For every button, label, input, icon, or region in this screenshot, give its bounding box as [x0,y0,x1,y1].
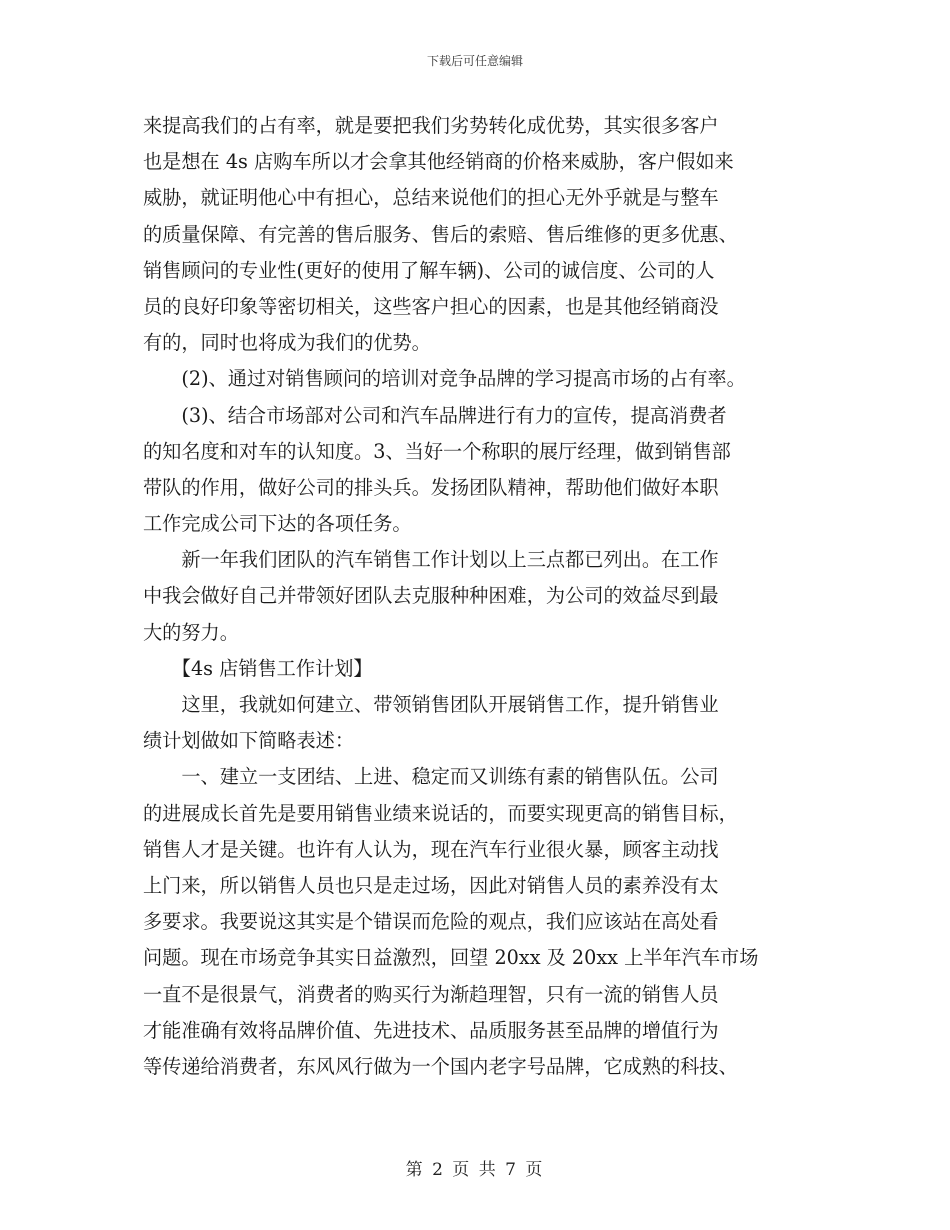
text-line: 也是想在 4s 店购车所以才会拿其他经销商的价格来威胁，客户假如来 [143,150,734,174]
page-footer: 第 2 页 共 7 页 [405,1160,545,1180]
section-heading: 【4s 店销售工作计划】 [143,656,373,680]
text-line: 工作完成公司下达的各项任务。 [143,512,412,536]
text-line: 才能准确有效将品牌价值、先进技术、品质服务甚至品牌的增值行为 [143,1018,719,1042]
body-text [143,108,823,1085]
text-line: 多要求。我要说这其实是个错误而危险的观点，我们应该站在高处看 [143,910,719,934]
text-line: 有的，同时也将成为我们的优势。 [143,331,431,355]
text-line: 等传递给消费者，东风风行做为一个国内老字号品牌，它成熟的科技、 [143,1054,738,1078]
text-line: 一、建立一支团结、上进、稳定而又训练有素的销售队伍。公司 [143,765,719,789]
text-line: 中我会做好自己并带领好团队去克服种种困难，为公司的效益尽到最 [143,584,719,608]
text-line: (3)、结合市场部对公司和汽车品牌进行有力的宣传，提高消费者 [143,403,727,427]
text-line: 销售顾问的专业性(更好的使用了解车辆)、公司的诚信度、公司的人 [143,258,715,282]
text-line: 大的努力。 [143,620,239,644]
text-line: 的质量保障、有完善的售后服务、售后的索赔、售后维修的更多优惠、 [143,222,738,246]
text-line: 新一年我们团队的汽车销售工作计划以上三点都已列出。在工作 [143,548,719,572]
text-line: 员的良好印象等密切相关，这些客户担心的因素，也是其他经销商没 [143,294,719,318]
text-line: 来提高我们的占有率，就是要把我们劣势转化成优势，其实很多客户 [143,114,719,137]
text-line: 带队的作用，做好公司的排头兵。发扬团队精神，帮助他们做好本职 [143,475,719,499]
text-line: (2)、通过对销售顾问的培训对竞争品牌的学习提高市场的占有率。 [143,367,746,391]
text-line: 的知名度和对车的认知度。3、当好一个称职的展厅经理，做到销售部 [143,439,731,463]
text-line: 绩计划做如下简略表述： [143,729,355,753]
text-line: 问题。现在市场竞争其实日益激烈，回望 20xx 及 20xx 上半年汽车市场 [143,946,759,970]
text-line: 销售人才是关键。也许有人认为，现在汽车行业很火暴，顾客主动找 [143,837,719,861]
text-line: 一直不是很景气，消费者的购买行为渐趋理智，只有一流的销售人员 [143,982,719,1006]
page-header: 下载后可任意编辑 [426,54,523,68]
text-line: 这里，我就如何建立、带领销售团队开展销售工作，提升销售业 [143,693,719,716]
text-line: 上门来，所以销售人员也只是走过场，因此对销售人员的素养没有太 [143,873,719,897]
text-line: 的进展成长首先是要用销售业绩来说话的，而要实现更高的销售目标， [143,801,738,825]
text-line: 威胁，就证明他心中有担心，总结来说他们的担心无外乎就是与整车 [143,186,719,210]
